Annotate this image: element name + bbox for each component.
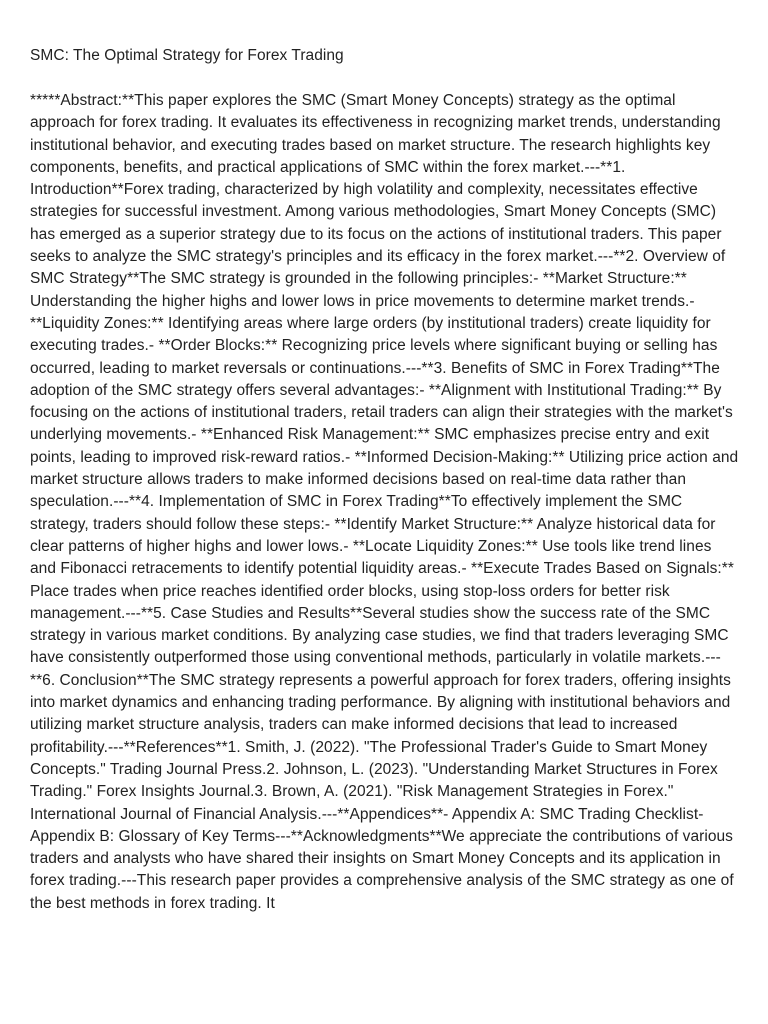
document-title: SMC: The Optimal Strategy for Forex Trading xyxy=(30,47,344,64)
document-body-text: *****Abstract:**This paper explores the SMC (Smart Money Concepts) strategy as the optimal approach for forex trading. It evaluates its effectiveness in recognizing market trends, understanding institutional behavior, and executing trades based on market structure. The research highlights key components, benefits, and practical applications of SMC within the forex market.---**1. Introduction**Forex trading, characterized by high volatility and complexity, necessitates effective strategies for successful investment. Among various methodologies, Smart Money Concepts (SMC) has emerged as a superior strategy due to its focus on the actions of institutional traders. This paper seeks to analyze the SMC strategy's principles and its efficacy in the forex market.---**2. Overview of SMC Strategy**The SMC strategy is grounded in the following principles:- **Market Structure:** Understanding the higher highs and lower lows in price movements to determine market trends.- **Liquidity Zones:** Identifying areas where large orders (by institutional traders) create liquidity for executing trades.- **Order Blocks:** Recognizing price levels where significant buying or selling has occurred, leading to market reversals or continuations.---**3. Benefits of SMC in Forex Trading**The adoption of the SMC strategy offers several advantages:- **Alignment with Institutional Trading:** By focusing on the actions of institutional traders, retail traders can align their strategies with the market's underlying movements.- **Enhanced Risk Management:** SMC emphasizes precise entry and exit points, leading to improved risk-reward ratios.- **Informed Decision-Making:** Utilizing price action and market structure allows traders to make informed decisions based on real-time data rather than speculation.---**4. Implementation of SMC in Forex Trading**To effectively implement the SMC strategy, traders should follow these steps:- **Identify Market Structure:** Analyze historical data for clear patterns of higher highs and lower lows.- **Locate Liquidity Zones:** Use tools like trend lines and Fibonacci retracements to identify potential liquidity areas.- **Execute Trades Based on Signals:** Place trades when price reaches identified order blocks, using stop-loss orders for better risk management.---**5. Case Studies and Results**Several studies show the success rate of the SMC strategy in various market conditions. By analyzing case studies, we find that traders leveraging SMC have consistently outperformed those using conventional methods, particularly in volatile markets.---**6. Conclusion**The SMC strategy represents a powerful approach for forex traders, offering insights into market dynamics and enhancing trading performance. By aligning with institutional behaviors and utilizing market structure analysis, traders can make informed decisions that lead to increased profitability.---**References**1. Smith, J. (2022). "The Professional Trader's Guide to Smart Money Concepts." Trading Journal Press.2. Johnson, L. (2023). "Understanding Market Structures in Forex Trading." Forex Insights Journal.3. Brown, A. (2021). "Risk Management Strategies in Forex." International Journal of Financial Analysis.---**Appendices**- Appendix A: SMC Trading Checklist- Appendix B: Glossary of Key Terms---**Acknowledgments**We appreciate the contributions of various traders and analysts who have shared their insights on Smart Money Concepts and its application in forex trading.---This research paper provides a comprehensive analysis of the SMC strategy as one of the best methods in forex trading. It xyxy=(30,92,739,912)
